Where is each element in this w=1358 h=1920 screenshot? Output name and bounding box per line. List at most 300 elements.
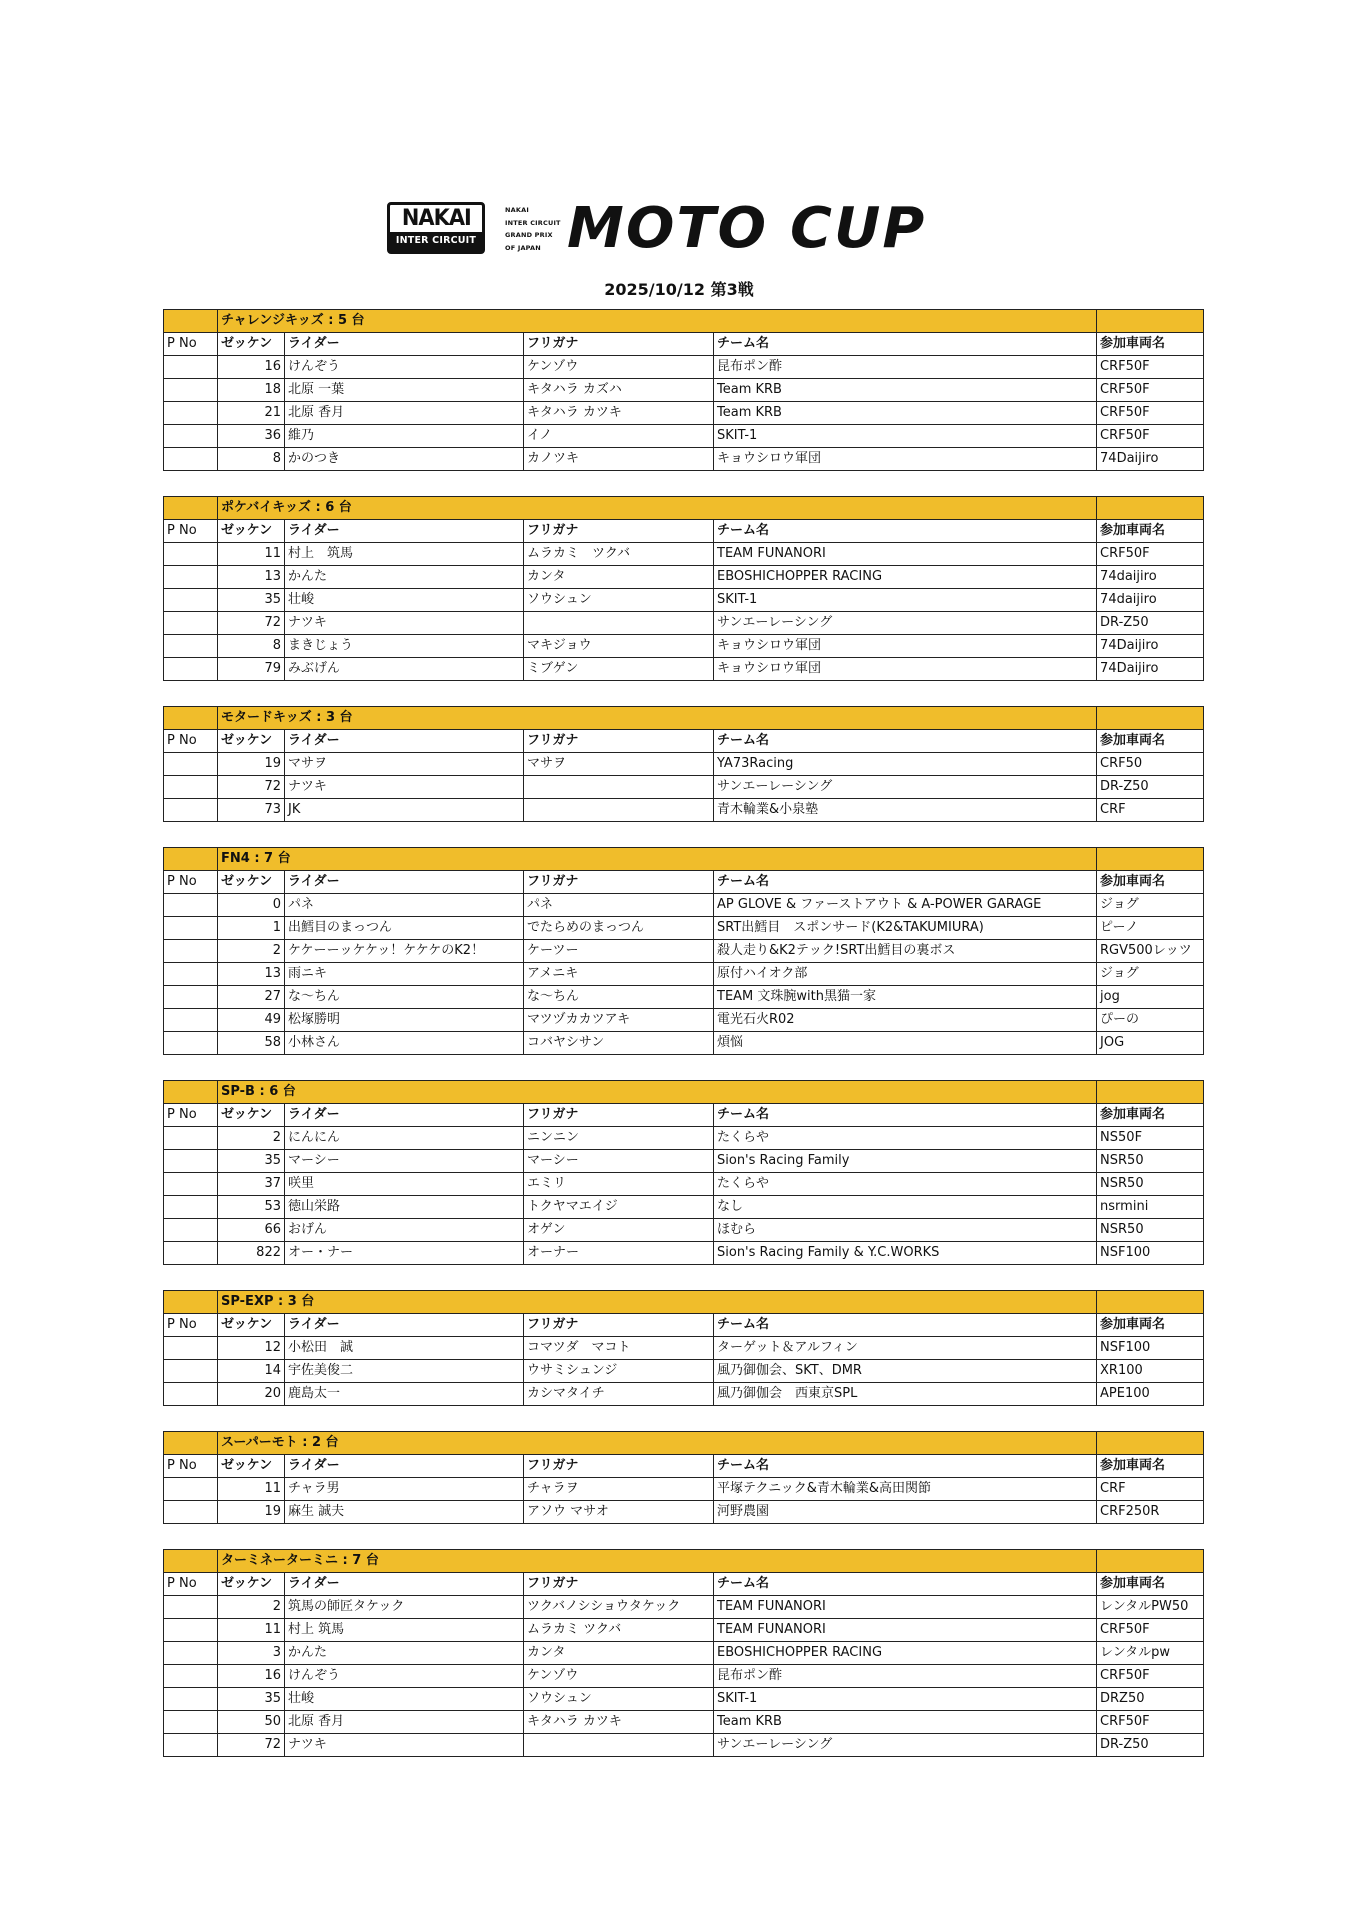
pno-cell [164,1478,218,1501]
furigana-cell: ケーツー [524,940,714,963]
title-blank-cell [164,1081,218,1104]
title-blank-cell [164,1291,218,1314]
entry-row [164,1337,1204,1360]
pno-cell [164,1734,218,1757]
entry-row [164,1196,1204,1219]
team-cell: Team KRB [714,1711,1097,1734]
column-header-row [164,333,1204,356]
class-table [163,847,1204,1055]
entry-row [164,1150,1204,1173]
class-title: ターミネーターミニ : 7 台 [218,1550,1097,1573]
furigana-cell: パネ [524,894,714,917]
zekken-cell: 2 [218,1596,285,1619]
grand-prix-line: OF JAPAN [505,243,541,252]
zekken-cell: 13 [218,963,285,986]
vehicle-cell: XR100 [1097,1360,1204,1383]
column-header-row [164,871,1204,894]
entry-row [164,589,1204,612]
pno-cell [164,1383,218,1406]
class-title-row [164,1081,1204,1104]
vehicle-cell: レンタルpw [1097,1642,1204,1665]
column-header-pno: P No [164,871,218,894]
class-table [163,496,1204,681]
vehicle-cell: CRF250R [1097,1501,1204,1524]
entry-row [164,1242,1204,1265]
team-cell: たくらや [714,1173,1097,1196]
nakai-logo [387,202,485,254]
class-title-row [164,497,1204,520]
vehicle-cell: APE100 [1097,1383,1204,1406]
title-blank-cell [1097,848,1204,871]
zekken-cell: 13 [218,566,285,589]
pno-cell [164,1173,218,1196]
entry-row [164,1478,1204,1501]
entry-row [164,1173,1204,1196]
furigana-cell: カンタ [524,1642,714,1665]
column-header-vehicle: 参加車両名 [1097,730,1204,753]
rider-cell: みぶげん [285,658,524,681]
vehicle-cell: JOG [1097,1032,1204,1055]
vehicle-cell: RGV500レッツ [1097,940,1204,963]
column-header-team: チーム名 [714,1573,1097,1596]
team-cell: 原付ハイオク部 [714,963,1097,986]
entry-row [164,776,1204,799]
pno-cell [164,1642,218,1665]
entry-row [164,1383,1204,1406]
rider-cell: おげん [285,1219,524,1242]
rider-cell: 壮峻 [285,589,524,612]
zekken-cell: 50 [218,1711,285,1734]
column-header-vehicle: 参加車両名 [1097,1573,1204,1596]
pno-cell [164,986,218,1009]
furigana-cell: キタハラ カツキ [524,402,714,425]
zekken-cell: 20 [218,1383,285,1406]
pno-cell [164,1032,218,1055]
class-table [163,1549,1204,1757]
entry-row [164,917,1204,940]
team-cell: EBOSHICHOPPER RACING [714,566,1097,589]
pno-cell [164,1665,218,1688]
entry-row [164,1665,1204,1688]
pno-cell [164,917,218,940]
entry-row [164,635,1204,658]
pno-cell [164,1711,218,1734]
vehicle-cell: DRZ50 [1097,1688,1204,1711]
furigana-cell: オーナー [524,1242,714,1265]
furigana-cell: ソウシュン [524,589,714,612]
column-header-row [164,1573,1204,1596]
team-cell: ターゲット＆アルフィン [714,1337,1097,1360]
entry-row [164,1619,1204,1642]
vehicle-cell: ピーノ [1097,917,1204,940]
furigana-cell: エミリ [524,1173,714,1196]
column-header-vehicle: 参加車両名 [1097,1455,1204,1478]
zekken-cell: 27 [218,986,285,1009]
team-cell: 昆布ポン酢 [714,356,1097,379]
zekken-cell: 35 [218,1150,285,1173]
vehicle-cell: CRF50F [1097,1665,1204,1688]
furigana-cell: カンタ [524,566,714,589]
team-cell: サンエーレーシング [714,612,1097,635]
furigana-cell: アソウ マサオ [524,1501,714,1524]
rider-cell: 村上 筑馬 [285,1619,524,1642]
column-header-zekken: ゼッケン [218,333,285,356]
zekken-cell: 37 [218,1173,285,1196]
title-blank-cell [1097,1291,1204,1314]
entry-row [164,799,1204,822]
rider-cell: まきじょう [285,635,524,658]
column-header-zekken: ゼッケン [218,871,285,894]
team-cell: TEAM FUNANORI [714,1596,1097,1619]
rider-cell: ナツキ [285,1734,524,1757]
column-header-furigana: フリガナ [524,1455,714,1478]
zekken-cell: 36 [218,425,285,448]
column-header-rider: ライダー [285,1455,524,1478]
vehicle-cell: CRF50F [1097,379,1204,402]
rider-cell: 松塚勝明 [285,1009,524,1032]
column-header-vehicle: 参加車両名 [1097,871,1204,894]
pno-cell [164,1242,218,1265]
entry-row [164,356,1204,379]
column-header-zekken: ゼッケン [218,1455,285,1478]
rider-cell: 北原 香月 [285,1711,524,1734]
furigana-cell: ニンニン [524,1127,714,1150]
title-blank-cell [164,1432,218,1455]
column-header-pno: P No [164,1573,218,1596]
furigana-cell [524,799,714,822]
rider-cell: 小松田 誠 [285,1337,524,1360]
team-cell: 平塚テクニック&青木輪業&高田関節 [714,1478,1097,1501]
furigana-cell: マキジョウ [524,635,714,658]
team-cell: AP GLOVE & ファーストアウト & A-POWER GARAGE [714,894,1097,917]
rider-cell: な～ちん [285,986,524,1009]
grand-prix-line: INTER CIRCUIT [505,218,561,227]
vehicle-cell: nsrmini [1097,1196,1204,1219]
team-cell: SKIT-1 [714,425,1097,448]
entry-row [164,379,1204,402]
title-blank-cell [164,848,218,871]
entry-row [164,543,1204,566]
pno-cell [164,753,218,776]
column-header-zekken: ゼッケン [218,1573,285,1596]
column-header-zekken: ゼッケン [218,730,285,753]
vehicle-cell: NSF100 [1097,1242,1204,1265]
rider-cell: マーシー [285,1150,524,1173]
rider-cell: 筑馬の師匠タケック [285,1596,524,1619]
furigana-cell: マーシー [524,1150,714,1173]
rider-cell: 維乃 [285,425,524,448]
rider-cell: にんにん [285,1127,524,1150]
pno-cell [164,658,218,681]
column-header-row [164,1104,1204,1127]
column-header-furigana: フリガナ [524,520,714,543]
rider-cell: 村上 筑馬 [285,543,524,566]
pno-cell [164,1337,218,1360]
pno-cell [164,1596,218,1619]
zekken-cell: 53 [218,1196,285,1219]
pno-cell [164,1127,218,1150]
furigana-cell: アメニキ [524,963,714,986]
furigana-cell: でたらめのまっつん [524,917,714,940]
team-cell: キョウシロウ軍団 [714,635,1097,658]
rider-cell: かんた [285,1642,524,1665]
vehicle-cell: NS50F [1097,1127,1204,1150]
title-blank-cell [1097,1081,1204,1104]
pno-cell [164,776,218,799]
vehicle-cell: ジョグ [1097,963,1204,986]
furigana-cell: ケンゾウ [524,356,714,379]
zekken-cell: 11 [218,1478,285,1501]
vehicle-cell: NSR50 [1097,1173,1204,1196]
column-header-furigana: フリガナ [524,871,714,894]
entry-row [164,940,1204,963]
furigana-cell: カシマタイチ [524,1383,714,1406]
zekken-cell: 72 [218,1734,285,1757]
class-title: モタードキッズ : 3 台 [218,707,1097,730]
title-blank-cell [1097,310,1204,333]
column-header-rider: ライダー [285,1314,524,1337]
column-header-rider: ライダー [285,730,524,753]
zekken-cell: 11 [218,1619,285,1642]
class-title-row [164,1550,1204,1573]
zekken-cell: 73 [218,799,285,822]
entry-row [164,1734,1204,1757]
furigana-cell: ムラカミ ツクバ [524,543,714,566]
entry-row [164,753,1204,776]
grand-prix-label [505,204,561,254]
column-header-furigana: フリガナ [524,333,714,356]
column-header-pno: P No [164,1104,218,1127]
furigana-cell: コマツダ マコト [524,1337,714,1360]
entry-row [164,1127,1204,1150]
vehicle-cell: CRF [1097,799,1204,822]
vehicle-cell: DR-Z50 [1097,612,1204,635]
column-header-pno: P No [164,1455,218,1478]
zekken-cell: 14 [218,1360,285,1383]
page-header [387,196,987,261]
column-header-team: チーム名 [714,1314,1097,1337]
entry-row [164,448,1204,471]
rider-cell: 雨ニキ [285,963,524,986]
rider-cell: パネ [285,894,524,917]
team-cell: 河野農園 [714,1501,1097,1524]
rider-cell: けんぞう [285,356,524,379]
entry-row [164,1219,1204,1242]
furigana-cell: マサヲ [524,753,714,776]
vehicle-cell: 74daijiro [1097,566,1204,589]
zekken-cell: 19 [218,753,285,776]
team-cell: Sion's Racing Family & Y.C.WORKS [714,1242,1097,1265]
pno-cell [164,1360,218,1383]
vehicle-cell: NSR50 [1097,1150,1204,1173]
rider-cell: 宇佐美俊二 [285,1360,524,1383]
rider-cell: ナツキ [285,612,524,635]
vehicle-cell: jog [1097,986,1204,1009]
team-cell: キョウシロウ軍団 [714,448,1097,471]
vehicle-cell: 74daijiro [1097,589,1204,612]
class-title: ポケバイキッズ : 6 台 [218,497,1097,520]
furigana-cell: ケンゾウ [524,1665,714,1688]
team-cell: 風乃御伽会 西東京SPL [714,1383,1097,1406]
rider-cell: ケケーーッケケッ！ケケケのK2！ [285,940,524,963]
entry-row [164,963,1204,986]
furigana-cell: な～ちん [524,986,714,1009]
column-header-row [164,1314,1204,1337]
furigana-cell: チャラヲ [524,1478,714,1501]
column-header-pno: P No [164,1314,218,1337]
furigana-cell: カノツキ [524,448,714,471]
rider-cell: オー・ナー [285,1242,524,1265]
pno-cell [164,448,218,471]
event-date-round: 2025/10/12 第3戦 [604,280,754,299]
vehicle-cell: 74Daijiro [1097,635,1204,658]
column-header-vehicle: 参加車両名 [1097,520,1204,543]
furigana-cell: マツヅカカツアキ [524,1009,714,1032]
zekken-cell: 2 [218,940,285,963]
pno-cell [164,635,218,658]
entry-row [164,986,1204,1009]
column-header-row [164,520,1204,543]
team-cell: 電光石火R02 [714,1009,1097,1032]
pno-cell [164,589,218,612]
vehicle-cell: NSR50 [1097,1219,1204,1242]
entry-row [164,1009,1204,1032]
vehicle-cell: DR-Z50 [1097,1734,1204,1757]
vehicle-cell: CRF [1097,1478,1204,1501]
column-header-furigana: フリガナ [524,730,714,753]
zekken-cell: 35 [218,589,285,612]
grand-prix-line: NAKAI [505,206,529,214]
rider-cell: 出鱈目のまっつん [285,917,524,940]
class-title-row [164,1291,1204,1314]
pno-cell [164,356,218,379]
team-cell: SRT出鱈目 スポンサード(K2&TAKUMIURA) [714,917,1097,940]
title-blank-cell [164,707,218,730]
title-blank-cell [164,497,218,520]
pno-cell [164,894,218,917]
title-blank-cell [164,1550,218,1573]
entry-row [164,1501,1204,1524]
class-title: FN4 : 7 台 [218,848,1097,871]
pno-cell [164,1219,218,1242]
column-header-furigana: フリガナ [524,1314,714,1337]
rider-cell: 鹿島太一 [285,1383,524,1406]
team-cell: 青木輪業&小泉塾 [714,799,1097,822]
rider-cell: JK [285,799,524,822]
team-cell: Sion's Racing Family [714,1150,1097,1173]
zekken-cell: 0 [218,894,285,917]
team-cell: 昆布ポン酢 [714,1665,1097,1688]
zekken-cell: 16 [218,1665,285,1688]
pno-cell [164,1688,218,1711]
pno-cell [164,566,218,589]
logo-top-text: NAKAI [401,206,471,231]
pno-cell [164,543,218,566]
column-header-row [164,730,1204,753]
class-title: チャレンジキッズ : 5 台 [218,310,1097,333]
column-header-rider: ライダー [285,520,524,543]
entry-row [164,402,1204,425]
rider-cell: チャラ男 [285,1478,524,1501]
pno-cell [164,1150,218,1173]
column-header-rider: ライダー [285,1573,524,1596]
furigana-cell: ウサミシュンジ [524,1360,714,1383]
column-header-pno: P No [164,333,218,356]
zekken-cell: 8 [218,448,285,471]
column-header-zekken: ゼッケン [218,520,285,543]
furigana-cell: オゲン [524,1219,714,1242]
zekken-cell: 822 [218,1242,285,1265]
pno-cell [164,963,218,986]
column-header-team: チーム名 [714,730,1097,753]
column-header-team: チーム名 [714,520,1097,543]
furigana-cell: ソウシュン [524,1688,714,1711]
column-header-team: チーム名 [714,333,1097,356]
rider-cell: マサヲ [285,753,524,776]
rider-cell: 徳山栄路 [285,1196,524,1219]
rider-cell: 小林さん [285,1032,524,1055]
zekken-cell: 58 [218,1032,285,1055]
title-blank-cell [1097,1432,1204,1455]
zekken-cell: 8 [218,635,285,658]
team-cell: TEAM FUNANORI [714,1619,1097,1642]
column-header-furigana: フリガナ [524,1104,714,1127]
title-blank-cell [1097,1550,1204,1573]
team-cell: YA73Racing [714,753,1097,776]
rider-cell: けんぞう [285,1665,524,1688]
pno-cell [164,1009,218,1032]
furigana-cell: ムラカミ ツクバ [524,1619,714,1642]
furigana-cell [524,776,714,799]
pno-cell [164,1619,218,1642]
furigana-cell: ミブゲン [524,658,714,681]
entry-row [164,1596,1204,1619]
team-cell: SKIT-1 [714,589,1097,612]
class-title-row [164,707,1204,730]
zekken-cell: 21 [218,402,285,425]
moto-cup-title: MOTO CUP [567,196,927,261]
team-cell: キョウシロウ軍団 [714,658,1097,681]
pno-cell [164,940,218,963]
vehicle-cell: レンタルPW50 [1097,1596,1204,1619]
logo-bottom-text: INTER CIRCUIT [390,232,482,251]
entry-row [164,658,1204,681]
zekken-cell: 72 [218,612,285,635]
zekken-cell: 18 [218,379,285,402]
zekken-cell: 2 [218,1127,285,1150]
title-blank-cell [1097,497,1204,520]
column-header-row [164,1455,1204,1478]
zekken-cell: 49 [218,1009,285,1032]
furigana-cell: ツクバノシショウタケック [524,1596,714,1619]
column-header-pno: P No [164,730,218,753]
grand-prix-line: GRAND PRIX [505,231,553,239]
team-cell: たくらや [714,1127,1097,1150]
vehicle-cell: CRF50F [1097,543,1204,566]
column-header-vehicle: 参加車両名 [1097,1314,1204,1337]
team-cell: 殺人走り&K2テック!SRT出鱈目の裏ボス [714,940,1097,963]
pno-cell [164,425,218,448]
column-header-team: チーム名 [714,1104,1097,1127]
team-cell: なし [714,1196,1097,1219]
furigana-cell [524,1734,714,1757]
team-cell: TEAM FUNANORI [714,543,1097,566]
furigana-cell [524,612,714,635]
entry-row [164,1711,1204,1734]
zekken-cell: 12 [218,1337,285,1360]
furigana-cell: トクヤマエイジ [524,1196,714,1219]
team-cell: サンエーレーシング [714,776,1097,799]
